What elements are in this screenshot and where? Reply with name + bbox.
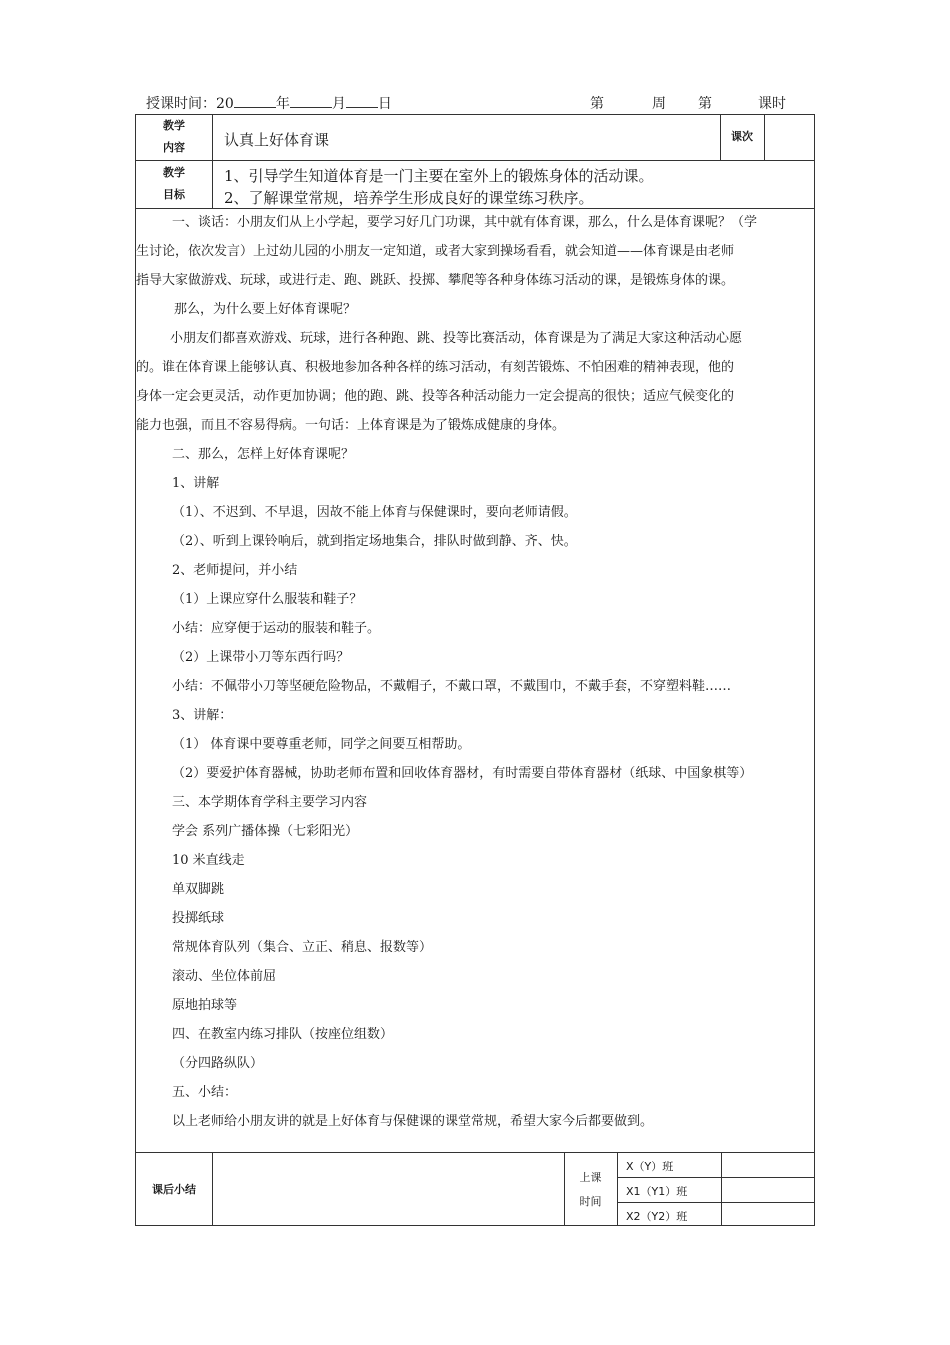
class-name-1: X（Y）班 <box>626 1160 674 1173</box>
body-line: 的。谁在体育课上能够认真、积极地参加各种各样的练习活动，有刻苦锻炼、不怕困难的精神表现，他的 <box>136 360 735 375</box>
body-line: 身体一定会更灵活，动作更加协调；他的跑、跳、投等各种活动能力一定会提高的很快；适应气候变化的 <box>136 389 735 404</box>
body-line: 指导大家做游戏、玩球，或进行走、跑、跳跃、投掷、攀爬等各种身体练习活动的课，是锻炼身体的课。 <box>136 273 735 288</box>
day-blank[interactable] <box>346 93 378 108</box>
body-line: （分四路纵队） <box>172 1056 264 1071</box>
body-line: 常规体育队列（集合、立正、稍息、报数等） <box>172 940 433 955</box>
body-line: 小结：不佩带小刀等坚硬危险物品，不戴帽子，不戴口罩，不戴围巾，不戴手套，不穿塑料鞋…… <box>172 679 732 694</box>
body-line: 一、谈话：小朋友们从上小学起，要学习好几门功课，其中就有体育课，那么，什么是体育课呢？（学 <box>172 215 758 230</box>
summary-input-cell[interactable] <box>213 1153 563 1225</box>
goal-label-line2: 目标 <box>163 188 185 201</box>
row-divider <box>136 160 814 161</box>
body-line: 滚动、坐位体前屈 <box>172 969 277 984</box>
col-divider <box>617 1152 618 1226</box>
page-header <box>146 93 796 113</box>
body-line: （1）上课应穿什么服装和鞋子？ <box>172 592 363 607</box>
body-line: 学会 系列广播体操（七彩阳光） <box>172 824 359 839</box>
week-prefix: 第 <box>590 96 604 112</box>
body-line: 1、讲解 <box>172 476 220 491</box>
goal-label <box>136 162 212 206</box>
body-line: 能力也强，而且不容易得病。一句话：上体育课是为了锻炼成健康的身体。 <box>136 418 566 433</box>
body-line: 单双脚跳 <box>172 882 225 897</box>
body-line: （2）要爱护体育器械，协助老师布置和回收体育器材，有时需要自带体育器材（纸球、中国象棋等） <box>172 766 753 781</box>
lesson-label: 课时 <box>758 96 786 112</box>
day-label: 日 <box>377 96 392 112</box>
month-label: 月 <box>331 96 346 112</box>
class-name-3: X2（Y2）班 <box>626 1210 688 1223</box>
lesson-prefix: 第 <box>698 96 712 112</box>
goal-item-1: 1、引导学生知道体育是一门主要在室外上的锻炼身体的活动课。 <box>224 167 654 185</box>
body-line: 三、本学期体育学科主要学习内容 <box>172 795 368 810</box>
row-divider <box>136 208 814 209</box>
col-divider <box>564 1152 565 1226</box>
content-label-line1: 教学 <box>163 119 185 132</box>
body-line: 生讨论，依次发言）上过幼儿园的小朋友一定知道，或者大家到操场看看，就会知道——体育课是由老师 <box>136 244 735 259</box>
content-label-line2: 内容 <box>163 141 185 154</box>
body-line: 10 米直线走 <box>172 853 245 868</box>
session-value-cell[interactable] <box>765 116 814 159</box>
body-line: 2、老师提问，并小结 <box>172 563 298 578</box>
body-line: 那么，为什么要上好体育课呢？ <box>174 302 357 317</box>
body-line: 小结：应穿便于运动的服装和鞋子。 <box>172 621 381 636</box>
body-line: 五、小结： <box>172 1085 238 1100</box>
time-label: 授课时间：20 <box>146 96 234 112</box>
body-line: 四、在教室内练习排队（按座位组数） <box>172 1027 394 1042</box>
body-line: 3、讲解： <box>172 708 233 723</box>
body-line: 原地拍球等 <box>172 998 238 1013</box>
class-time-label-2: 时间 <box>579 1195 602 1208</box>
year-label: 年 <box>275 96 290 112</box>
col-divider <box>212 115 213 208</box>
class-time-cell-1[interactable] <box>722 1153 814 1176</box>
year-blank[interactable] <box>234 93 276 108</box>
body-line: （1）、不迟到、不早退，因故不能上体育与保健课时，要向老师请假。 <box>172 505 577 520</box>
week-label: 周 <box>652 96 666 112</box>
body-line: 投掷纸球 <box>172 911 225 926</box>
content-label <box>136 115 212 159</box>
goal-label-line1: 教学 <box>163 166 185 179</box>
class-name-2: X1（Y1）班 <box>626 1185 688 1198</box>
goal-item-2: 2、了解课堂常规，培养学生形成良好的课堂练习秩序。 <box>224 189 594 207</box>
content-title: 认真上好体育课 <box>224 131 330 149</box>
lesson-plan-table <box>135 114 815 1226</box>
lesson-date <box>146 93 392 113</box>
body-line: （1） 体育课中要尊重老师，同学之间要互相帮助。 <box>172 737 471 752</box>
class-time-cell-3[interactable] <box>722 1203 814 1225</box>
body-line: 二、那么，怎样上好体育课呢？ <box>172 447 355 462</box>
body-line: （2）、听到上课铃响后，就到指定场地集合，排队时做到静、齐、快。 <box>172 534 577 549</box>
body-line: 小朋友们都喜欢游戏、玩球，进行各种跑、跳、投等比赛活动，体育课是为了满足大家这种活动心愿 <box>170 331 743 346</box>
class-time-cell-2[interactable] <box>722 1178 814 1201</box>
body-line: 以上老师给小朋友讲的就是上好体育与保健课的课堂常规，希望大家今后都要做到。 <box>172 1114 654 1129</box>
month-blank[interactable] <box>290 93 332 108</box>
body-line: （2）上课带小刀等东西行吗？ <box>172 650 350 665</box>
class-time-label-1: 上课 <box>579 1171 602 1184</box>
summary-label: 课后小结 <box>152 1183 196 1196</box>
session-label: 课次 <box>731 130 753 143</box>
